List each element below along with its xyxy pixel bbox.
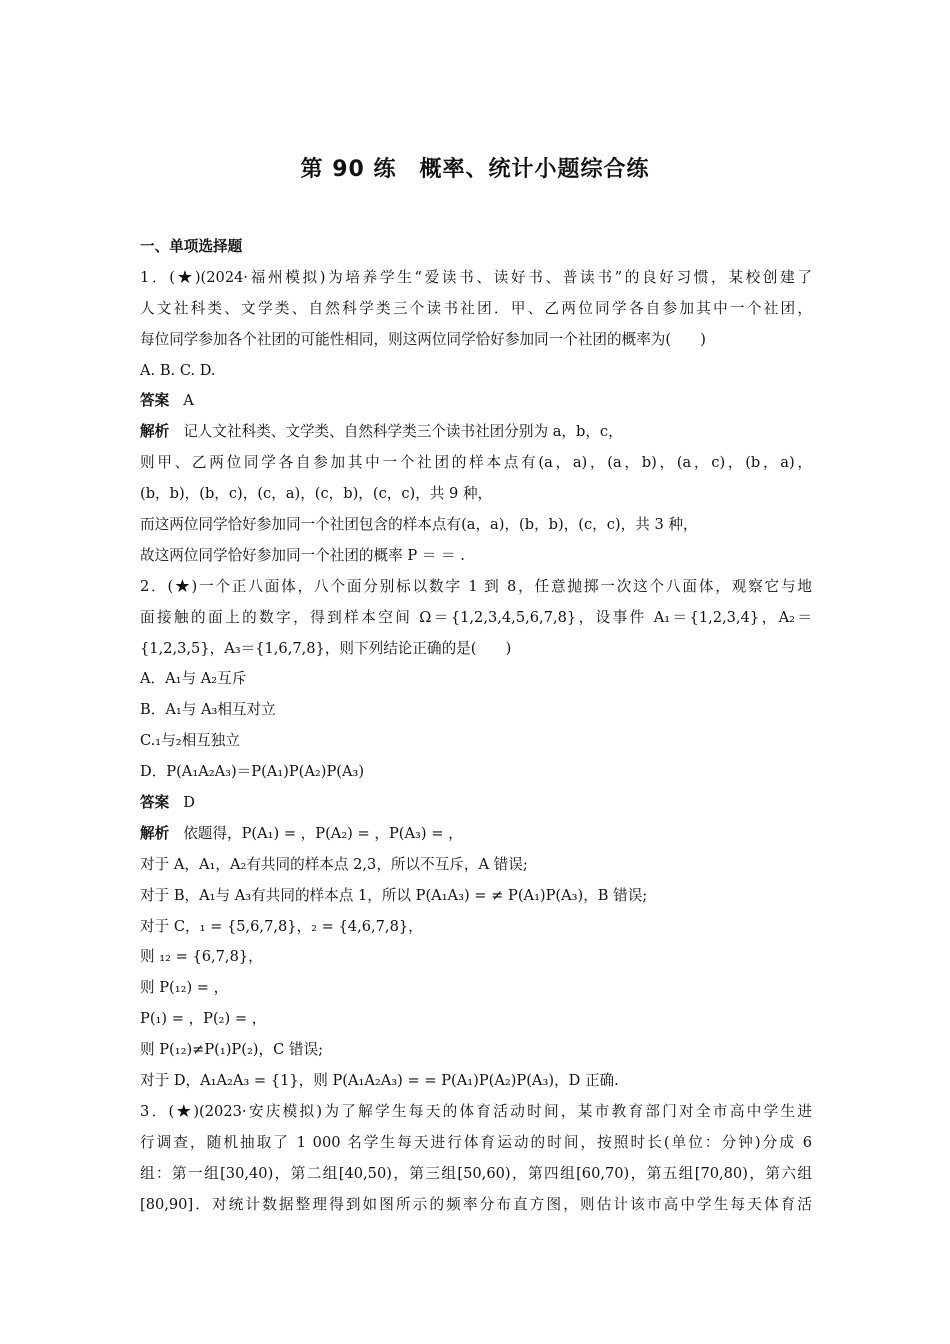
page-title: 第 90 练 概率、统计小题综合练 — [300, 157, 650, 182]
answer-label: 答案 — [140, 392, 170, 410]
q2-stem-line: 面接触的面上的数字，得到样本空间 Ω＝{1,2,3,4,5,6,7,8}，设事件 A₁＝{1,2,3,4}，A₂＝ — [140, 608, 812, 626]
q1-stem-line: 人文社科类、文学类、自然科学类三个读书社团．甲、乙两位同学各自参加其中一个社团， — [140, 299, 812, 317]
q2-option-b: B．A₁与 A₃相互对立 — [140, 701, 276, 719]
q2-analysis-row — [140, 819, 812, 850]
q2-analysis-line: 则 P(₁₂)≠P(₁)P(₂)，C 错误; — [140, 1041, 323, 1059]
q2-stem-line: {1,2,3,5}，A₃＝{1,6,7,8}，则下列结论正确的是( ) — [140, 639, 512, 657]
q2-stem-line: 2．(★)一个正八面体，八个面分别标以数字 1 到 8，任意抛掷一次这个八面体，观察它与地 — [140, 577, 812, 595]
q1-analysis-line: 而这两位同学恰好参加同一个社团包含的样本点有(a，a)，(b，b)，(c，c)，共 3 种， — [140, 516, 698, 534]
q2-analysis-line: 依题得，P(A₁) = ，P(A₂) = ，P(A₃) = ， — [183, 824, 463, 842]
q3-stem-line: [80,90]．对统计数据整理得到如图所示的频率分布直方图，则估计该市高中学生每天体育活 — [140, 1195, 812, 1213]
q2-option-d: D．P(A₁A₂A₃)＝P(A₁)P(A₂)P(A₃) — [140, 763, 365, 781]
q2-analysis-line: 对于 D，A₁A₂A₃ = {1}，则 P(A₁A₂A₃) = = P(A₁)P(A₂)P(A₃)，D 正确. — [140, 1072, 619, 1090]
q2-analysis-line: 对于 C，₁ = {5,6,7,8}，₂ = {4,6,7,8}， — [140, 917, 423, 935]
analysis-label: 解析 — [140, 423, 170, 441]
content-body — [140, 232, 812, 1221]
q1-analysis-line: (b，b)，(b，c)，(c，a)，(c，b)，(c，c)，共 9 种， — [140, 485, 493, 503]
q2-analysis-line: 对于 B，A₁与 A₃有共同的样本点 1，所以 P(A₁A₃) = ≠ P(A₁)P(A₃)，B 错误; — [140, 886, 648, 904]
q1-analysis-line: 记人文社科类、文学类、自然科学类三个读书社团分别为 a，b，c， — [183, 423, 623, 441]
q2-analysis-line: 对于 A，A₁，A₂有共同的样本点 2,3，所以不互斥，A 错误; — [140, 855, 528, 873]
q3-stem-line: 行调查，随机抽取了 1 000 名学生每天进行体育运动的时间，按照时长(单位：分钟)分成 6 — [140, 1133, 812, 1151]
q1-analysis-line: 故这两位同学恰好参加同一个社团的概率 P ＝ ＝ . — [140, 546, 465, 564]
q1-answer-row — [140, 386, 812, 417]
answer-label: 答案 — [140, 794, 170, 812]
q2-analysis-line: 则 ₁₂ = {6,7,8}， — [140, 948, 263, 966]
q3-stem-line: 3．(★)(2023·安庆模拟)为了解学生每天的体育活动时间，某市教育部门对全市高中学生进 — [140, 1102, 812, 1120]
q2-analysis-line: P(₁) = ，P(₂) = ， — [140, 1010, 267, 1028]
analysis-label: 解析 — [140, 824, 170, 842]
q1-options: A. B. C. D. — [140, 361, 216, 379]
q3-stem-line: 组：第一组[30,40)，第二组[40,50)，第三组[50,60)，第四组[60,70)，第五组[70,80)，第六组 — [140, 1164, 812, 1182]
q1-stem-line: 每位同学参加各个社团的可能性相同，则这两位同学恰好参加同一个社团的概率为( ) — [140, 330, 706, 348]
q2-analysis-line: 则 P(₁₂) = ， — [140, 979, 229, 997]
q2-answer-row — [140, 788, 812, 819]
q2-option-a: A．A₁与 A₂互斥 — [140, 670, 247, 688]
q1-stem-line: 1．(★)(2024·福州模拟)为培养学生“爱读书、读好书、普读书”的良好习惯，某校创建了 — [140, 268, 812, 286]
q1-analysis-line: 则甲、乙两位同学各自参加其中一个社团的样本点有(a，a)，(a，b)，(a，c)，(b，a)， — [140, 454, 812, 472]
q1-answer: A — [183, 392, 194, 410]
q1-analysis-row — [140, 417, 812, 448]
q2-answer: D — [183, 794, 195, 812]
q2-option-c: C.₁与₂相互独立 — [140, 732, 240, 750]
section-heading: 一、单项选择题 — [140, 238, 243, 255]
